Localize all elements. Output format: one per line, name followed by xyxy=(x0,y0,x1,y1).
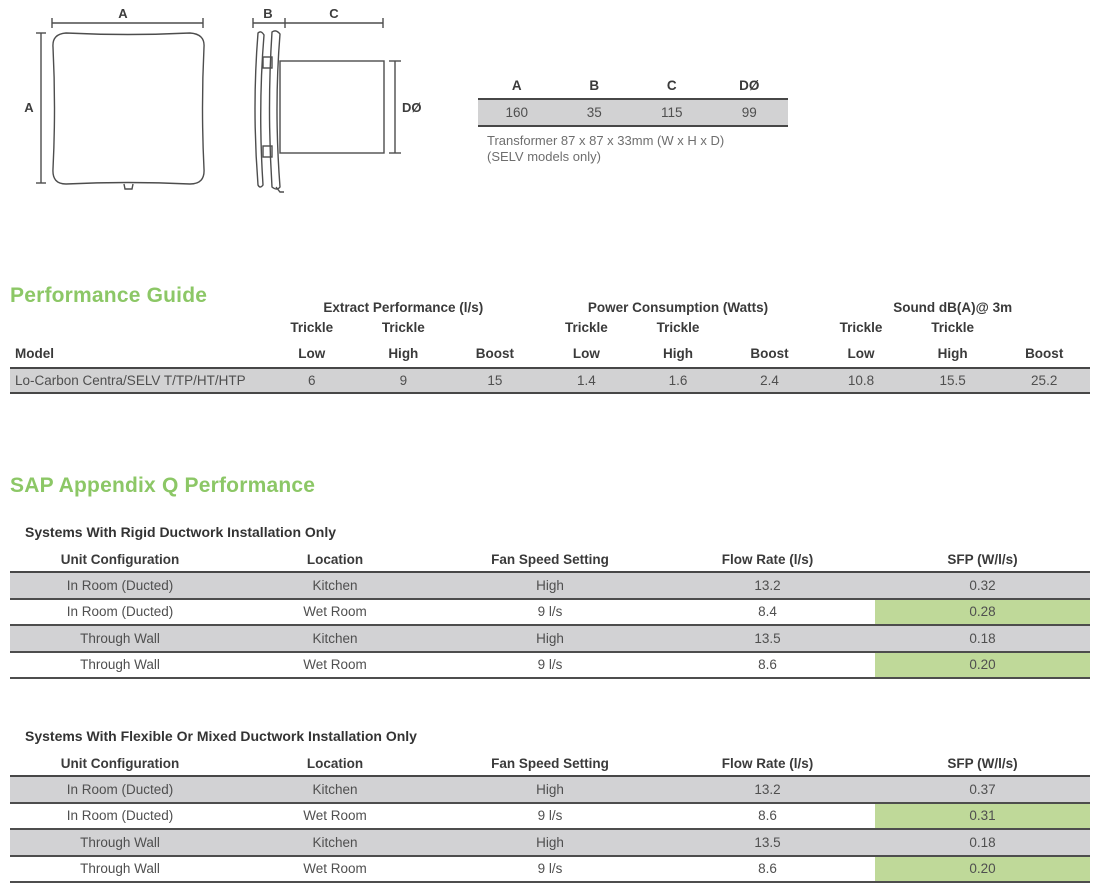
dim-value-a: 160 xyxy=(478,99,556,126)
header-sfp: SFP (W/l/s) xyxy=(875,752,1090,776)
location-cell: Wet Room xyxy=(230,652,440,679)
col-header-trickle: Trickle xyxy=(565,320,608,335)
value-cell: 1.6 xyxy=(632,368,724,393)
value-cell: 15.5 xyxy=(907,368,999,393)
flow-rate-cell: 8.6 xyxy=(660,856,875,883)
value-cell: 6 xyxy=(266,368,358,393)
dimensions-header-row xyxy=(478,76,788,99)
sfp-cell: 0.20 xyxy=(875,652,1090,679)
location-cell: Kitchen xyxy=(230,625,440,652)
flow-rate-cell: 13.2 xyxy=(660,776,875,803)
dim-header-d: DØ xyxy=(739,78,760,93)
flow-rate-cell: 13.5 xyxy=(660,625,875,652)
header-location: Location xyxy=(230,548,440,572)
fan-speed-cell: 9 l/s xyxy=(440,652,660,679)
col-header-trickle: Trickle xyxy=(931,320,974,335)
rigid-ductwork-table xyxy=(10,548,1090,679)
dimension-label-d: DØ xyxy=(402,100,422,115)
model-data-row xyxy=(10,368,1090,393)
dimension-label-b: B xyxy=(263,6,273,21)
fan-speed-cell: High xyxy=(440,776,660,803)
table-header-row xyxy=(10,752,1090,776)
dimension-label-c: C xyxy=(329,6,339,21)
col-header-trickle xyxy=(724,315,816,342)
trickle-header-row xyxy=(10,315,1090,342)
value-cell: 2.4 xyxy=(724,368,816,393)
dimensions-value-row xyxy=(478,99,788,126)
fan-side-view xyxy=(255,31,384,192)
value-cell: 1.4 xyxy=(541,368,633,393)
col-header-speed: Low xyxy=(572,346,600,361)
dim-header-c: C xyxy=(666,78,677,93)
col-header-trickle xyxy=(449,315,541,342)
header-fan-speed: Fan Speed Setting xyxy=(440,548,660,572)
fan-speed-cell: 9 l/s xyxy=(440,599,660,626)
col-header-speed: High xyxy=(937,346,968,361)
col-header-trickle: Trickle xyxy=(839,320,883,335)
table-row xyxy=(10,856,1090,883)
fan-speed-cell: 9 l/s xyxy=(440,856,660,883)
table-row xyxy=(10,803,1090,830)
table-header-row xyxy=(10,548,1090,572)
sfp-cell: 0.18 xyxy=(875,625,1090,652)
table-row xyxy=(10,625,1090,652)
location-cell: Kitchen xyxy=(230,829,440,856)
location-cell: Wet Room xyxy=(230,803,440,830)
flow-rate-cell: 8.4 xyxy=(660,599,875,626)
sfp-cell: 0.28 xyxy=(875,599,1090,626)
flow-rate-cell: 13.2 xyxy=(660,572,875,599)
fan-speed-cell: High xyxy=(440,572,660,599)
performance-guide-title: Performance Guide xyxy=(10,284,208,307)
header-flow-rate: Flow Rate (l/s) xyxy=(660,548,875,572)
col-header-trickle xyxy=(998,315,1090,342)
fan-front-view xyxy=(53,33,204,189)
value-cell: 15 xyxy=(449,368,541,393)
unit-config-cell: In Room (Ducted) xyxy=(10,776,230,803)
group-header-power: Power Consumption (Watts) xyxy=(587,300,769,315)
table-row xyxy=(10,572,1090,599)
transformer-note-line1: Transformer 87 x 87 x 33mm (W x H x D) xyxy=(487,133,725,148)
col-header-speed: High xyxy=(662,346,693,361)
header-location: Location xyxy=(230,752,440,776)
value-cell: 25.2 xyxy=(998,368,1090,393)
unit-config-cell: In Room (Ducted) xyxy=(10,572,230,599)
col-header-speed: Boost xyxy=(1025,346,1064,361)
sfp-cell: 0.18 xyxy=(875,829,1090,856)
col-header-trickle: Trickle xyxy=(290,320,334,335)
group-header-extract: Extract Performance (l/s) xyxy=(323,300,484,315)
unit-config-cell: In Room (Ducted) xyxy=(10,803,230,830)
speed-header-row xyxy=(10,342,1090,368)
col-header-speed: Low xyxy=(847,346,875,361)
flexible-ductwork-subtitle: Systems With Flexible Or Mixed Ductwork Installation Only xyxy=(25,728,417,744)
flexible-ductwork-table xyxy=(10,752,1090,883)
table-row xyxy=(10,599,1090,626)
sfp-cell: 0.20 xyxy=(875,856,1090,883)
sfp-cell: 0.31 xyxy=(875,803,1090,830)
dim-value-c: 115 xyxy=(633,99,711,126)
location-cell: Wet Room xyxy=(230,599,440,626)
dimension-label-a-left: A xyxy=(24,100,34,115)
flow-rate-cell: 13.5 xyxy=(660,829,875,856)
col-header-speed: Boost xyxy=(750,346,789,361)
model-name-cell: Lo-Carbon Centra/SELV T/TP/HT/HTP xyxy=(10,368,266,393)
dim-value-d: 99 xyxy=(711,99,789,126)
table-row xyxy=(10,829,1090,856)
flow-rate-cell: 8.6 xyxy=(660,803,875,830)
sap-appendix-title: SAP Appendix Q Performance xyxy=(10,474,316,497)
value-cell: 10.8 xyxy=(815,368,907,393)
dimension-label-a-top: A xyxy=(118,6,128,21)
unit-config-cell: Through Wall xyxy=(10,652,230,679)
performance-guide-table xyxy=(10,292,1090,394)
table-row xyxy=(10,652,1090,679)
col-header-trickle: Trickle xyxy=(656,320,700,335)
fan-speed-cell: 9 l/s xyxy=(440,803,660,830)
header-flow-rate: Flow Rate (l/s) xyxy=(660,752,875,776)
fan-speed-cell: High xyxy=(440,625,660,652)
flow-rate-cell: 8.6 xyxy=(660,652,875,679)
header-unit-configuration: Unit Configuration xyxy=(10,548,230,572)
dimension-line-a-top xyxy=(52,6,203,28)
col-header-trickle: Trickle xyxy=(381,320,425,335)
rigid-ductwork-subtitle: Systems With Rigid Ductwork Installation Only xyxy=(25,524,337,540)
dimension-line-a-left xyxy=(24,33,46,183)
model-column-header: Model xyxy=(15,346,54,361)
col-header-speed: Low xyxy=(298,346,326,361)
group-header-sound: Sound dB(A)@ 3m xyxy=(893,300,1013,315)
transformer-note-line2: (SELV models only) xyxy=(487,148,601,164)
dim-header-a: A xyxy=(511,78,522,93)
fan-dimension-diagram xyxy=(0,0,440,200)
unit-config-cell: Through Wall xyxy=(10,856,230,883)
header-unit-configuration: Unit Configuration xyxy=(10,752,230,776)
sfp-cell: 0.32 xyxy=(875,572,1090,599)
value-cell: 9 xyxy=(358,368,450,393)
unit-config-cell: In Room (Ducted) xyxy=(10,599,230,626)
col-header-speed: High xyxy=(388,346,419,361)
sfp-cell: 0.37 xyxy=(875,776,1090,803)
dimension-line-d xyxy=(389,61,422,153)
unit-config-cell: Through Wall xyxy=(10,829,230,856)
header-sfp: SFP (W/l/s) xyxy=(875,548,1090,572)
dim-value-b: 35 xyxy=(556,99,634,126)
table-row xyxy=(10,776,1090,803)
header-fan-speed: Fan Speed Setting xyxy=(440,752,660,776)
location-cell: Kitchen xyxy=(230,776,440,803)
fan-speed-cell: High xyxy=(440,829,660,856)
group-header-row xyxy=(10,292,1090,315)
dimensions-table xyxy=(478,76,788,127)
dim-header-b: B xyxy=(589,78,600,93)
unit-config-cell: Through Wall xyxy=(10,625,230,652)
dimension-line-b-c xyxy=(253,6,383,28)
location-cell: Kitchen xyxy=(230,572,440,599)
transformer-note xyxy=(487,133,724,164)
location-cell: Wet Room xyxy=(230,856,440,883)
col-header-speed: Boost xyxy=(475,346,514,361)
